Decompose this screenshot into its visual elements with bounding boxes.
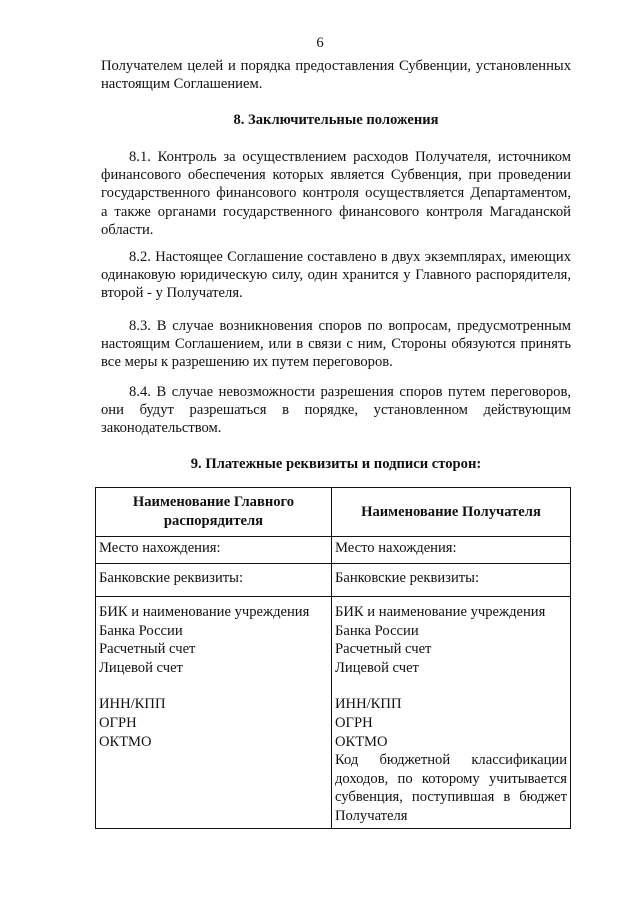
section-8-heading: 8. Заключительные положения <box>233 112 439 128</box>
table-row-bank <box>96 564 571 597</box>
spacer <box>335 677 567 695</box>
paragraph-8-4: 8.4. В случае невозможности разрешения споров путем переговоров, они будут разрешаться в порядке, установленном действующим законодательством. <box>101 384 571 437</box>
table-row-details <box>96 597 571 829</box>
paragraph-8-1: 8.1. Контроль за осуществлением расходов Получателя, источником финансового обеспечения которых является Субвенция, при проведении государственного финансового контроля осуществляется Департаментом, а также органами государственного финансового контроля Магаданской области. <box>101 149 571 238</box>
location-cell-left: Место нахождения: <box>96 537 332 564</box>
inn-kpp-line: ИНН/КПП <box>99 696 166 713</box>
bank-cell-left: Банковские реквизиты: <box>96 564 332 597</box>
header-recipient: Наименование Получателя <box>332 488 571 537</box>
location-cell-right: Место нахождения: <box>332 537 571 564</box>
ogrn-line: ОГРН <box>99 714 137 731</box>
personal-account-line: Лицевой счет <box>99 659 183 676</box>
header-chief-manager: Наименование Главного распорядителя <box>96 488 332 537</box>
budget-classification-code-text: Код бюджетной классификации доходов, по которому учитывается субвенция, поступившая в бюджет Получателя <box>335 752 567 824</box>
settlement-account-line: Расчетный счет <box>335 641 432 658</box>
personal-account-line: Лицевой счет <box>335 659 419 676</box>
details-cell-right <box>332 597 571 829</box>
ogrn-line: ОГРН <box>335 714 373 731</box>
bank-of-russia-line: Банка России <box>99 622 183 639</box>
requisites-table <box>95 487 571 829</box>
bank-of-russia-line: Банка России <box>335 622 419 639</box>
details-cell-left <box>96 597 332 829</box>
bik-line: БИК и наименование учреждения <box>335 604 546 620</box>
spacer <box>99 677 328 695</box>
oktmo-line: ОКТМО <box>335 733 388 750</box>
bik-line: БИК и наименование учреждения <box>99 604 310 620</box>
paragraph-8-3: 8.3. В случае возникновения споров по вопросам, предусмотренным настоящим Соглашением, или в связи с ним, Стороны обязуются принять все меры к разрешению их путем переговоров. <box>101 318 571 371</box>
table-header-row <box>96 488 571 537</box>
paragraph-8-2: 8.2. Настоящее Соглашение составлено в двух экземплярах, имеющих одинаковую юридическую силу, один хранится у Главного распорядителя, второй - у Получателя. <box>101 249 571 302</box>
table-row-location <box>96 537 571 564</box>
bank-cell-right: Банковские реквизиты: <box>332 564 571 597</box>
settlement-account-line: Расчетный счет <box>99 641 196 658</box>
inn-kpp-line: ИНН/КПП <box>335 696 402 713</box>
oktmo-line: ОКТМО <box>99 733 152 750</box>
page-number: 6 <box>316 35 324 51</box>
section-9-heading: 9. Платежные реквизиты и подписи сторон: <box>190 456 482 472</box>
intro-paragraph: Получателем целей и порядка предоставления Субвенции, установленных настоящим Соглашением. <box>101 58 571 93</box>
